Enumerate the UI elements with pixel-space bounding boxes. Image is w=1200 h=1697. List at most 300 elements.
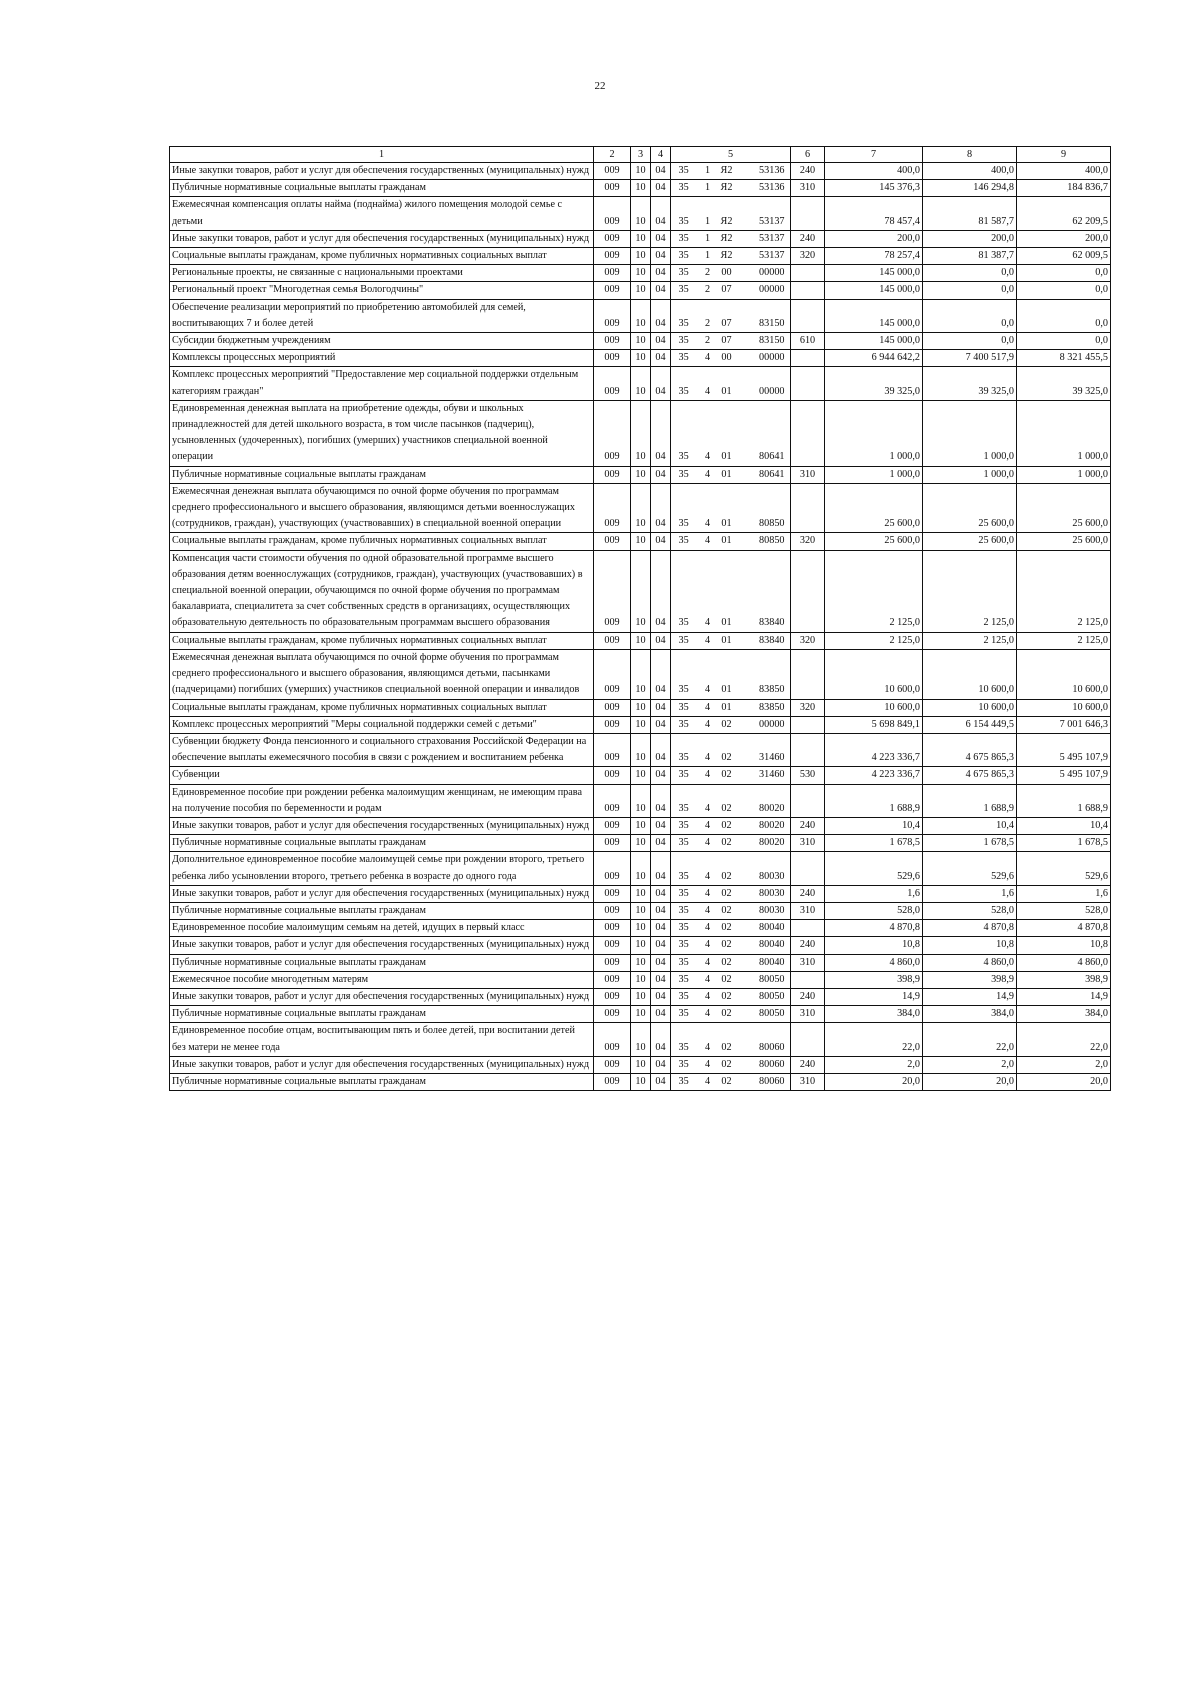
cell-target-article — [671, 299, 791, 332]
table-row — [170, 248, 1111, 265]
cell-amount-col8: 384,0 — [923, 1006, 1017, 1023]
cell-expense-type: 310 — [791, 835, 825, 852]
type-code: 4 — [704, 887, 711, 899]
row-name: Ежемесячная денежная выплата обучающимся по очной форме обучения по программам среднего профессионального и высшего образования, являющимся детьми, пасынками (падчерицами) погибших (умерших) участников специальной военной операции и инвалидов — [170, 649, 594, 699]
program-code: 35 — [678, 617, 689, 629]
cell-ministry: 009 — [594, 902, 631, 919]
direction-code: 83840 — [759, 634, 785, 646]
program-code: 35 — [678, 939, 689, 951]
cell-amount-col9: 62 209,5 — [1017, 197, 1111, 230]
cell-amount-col9: 1 000,0 — [1017, 466, 1111, 483]
row-name: Дополнительное единовременное пособие малоимущей семье при рождении второго, третьего ребенка либо усыновлении второго, третьего ребенка в возрасте до одного года — [170, 852, 594, 885]
cell-amount-col9: 8 321 455,5 — [1017, 350, 1111, 367]
cell-amount-col8: 25 600,0 — [923, 483, 1017, 533]
row-name: Иные закупки товаров, работ и услуг для обеспечения государственных (муниципальных) нужд — [170, 885, 594, 902]
type-code: 4 — [704, 870, 711, 882]
program-code: 35 — [678, 182, 689, 194]
cell-subsection: 04 — [651, 367, 671, 400]
cell-amount-col8: 1,6 — [923, 885, 1017, 902]
project-code: 02 — [721, 990, 732, 1002]
row-name: Обеспечение реализации мероприятий по приобретению автомобилей для семей, воспитывающих 7 и более детей — [170, 299, 594, 332]
cell-ministry: 009 — [594, 400, 631, 466]
cell-section: 10 — [631, 367, 651, 400]
cell-subsection: 04 — [651, 197, 671, 230]
cell-expense-type: 610 — [791, 333, 825, 350]
cell-subsection: 04 — [651, 920, 671, 937]
type-code: 4 — [704, 701, 711, 713]
cell-target-article — [671, 282, 791, 299]
row-name: Иные закупки товаров, работ и услуг для обеспечения государственных (муниципальных) нужд — [170, 163, 594, 180]
cell-section: 10 — [631, 400, 651, 466]
cell-amount-col9: 25 600,0 — [1017, 483, 1111, 533]
cell-ministry: 009 — [594, 733, 631, 766]
direction-code: 80850 — [759, 518, 785, 530]
col-header: 9 — [1017, 147, 1111, 163]
table-row — [170, 852, 1111, 885]
direction-code: 83150 — [759, 335, 785, 347]
cell-amount-col7: 145 000,0 — [825, 299, 923, 332]
cell-section: 10 — [631, 885, 651, 902]
program-code: 35 — [678, 870, 689, 882]
cell-expense-type — [791, 282, 825, 299]
cell-target-article — [671, 649, 791, 699]
type-code: 4 — [704, 468, 711, 480]
project-code: 02 — [721, 904, 732, 916]
cell-ministry: 009 — [594, 649, 631, 699]
direction-code: 80030 — [759, 887, 785, 899]
cell-section: 10 — [631, 649, 651, 699]
cell-amount-col8: 81 387,7 — [923, 248, 1017, 265]
direction-code: 80030 — [759, 870, 785, 882]
cell-expense-type: 240 — [791, 1056, 825, 1073]
table-row — [170, 1023, 1111, 1056]
cell-subsection: 04 — [651, 1023, 671, 1056]
cell-section: 10 — [631, 699, 651, 716]
cell-expense-type — [791, 400, 825, 466]
cell-subsection: 04 — [651, 248, 671, 265]
cell-section: 10 — [631, 988, 651, 1005]
direction-code: 80060 — [759, 1058, 785, 1070]
table-row — [170, 699, 1111, 716]
cell-section: 10 — [631, 466, 651, 483]
program-code: 35 — [678, 956, 689, 968]
cell-subsection: 04 — [651, 733, 671, 766]
program-code: 35 — [678, 802, 689, 814]
program-code: 35 — [678, 887, 689, 899]
cell-section: 10 — [631, 550, 651, 632]
project-code: 02 — [721, 1058, 732, 1070]
cell-section: 10 — [631, 632, 651, 649]
cell-amount-col8: 1 678,5 — [923, 835, 1017, 852]
program-code: 35 — [678, 451, 689, 463]
cell-ministry: 009 — [594, 920, 631, 937]
cell-section: 10 — [631, 180, 651, 197]
cell-subsection: 04 — [651, 350, 671, 367]
cell-target-article — [671, 163, 791, 180]
cell-amount-col8: 1 000,0 — [923, 466, 1017, 483]
row-name: Ежемесячная денежная выплата обучающимся по очной форме обучения по программам среднего профессионального и высшего образования, являющимся детьми военнослужащих (сотрудников, граждан), участвующих (участвовавших) в специальной военной операции — [170, 483, 594, 533]
project-code: 02 — [721, 939, 732, 951]
type-code: 1 — [704, 215, 711, 227]
type-code: 4 — [704, 385, 711, 397]
cell-ministry: 009 — [594, 954, 631, 971]
cell-ministry: 009 — [594, 632, 631, 649]
cell-subsection: 04 — [651, 767, 671, 784]
cell-amount-col9: 2,0 — [1017, 1056, 1111, 1073]
project-code: 01 — [721, 451, 732, 463]
cell-ministry: 009 — [594, 550, 631, 632]
cell-amount-col8: 0,0 — [923, 333, 1017, 350]
cell-amount-col7: 25 600,0 — [825, 533, 923, 550]
type-code: 4 — [704, 922, 711, 934]
cell-subsection: 04 — [651, 784, 671, 817]
row-name: Компенсация части стоимости обучения по одной образовательной программе высшего образования детям военнослужащих (сотрудников, граждан), участвующих (участвовавших) в специальной военной операции, обучающимся по очной форме обучения по программам бакалавриата, специалитета за счет собственных средств в организациях, осуществляющих образовательную деятельность по образовательным программам высшего образования — [170, 550, 594, 632]
cell-subsection: 04 — [651, 971, 671, 988]
cell-amount-col7: 400,0 — [825, 163, 923, 180]
table-row — [170, 483, 1111, 533]
cell-amount-col9: 398,9 — [1017, 971, 1111, 988]
cell-target-article — [671, 716, 791, 733]
program-code: 35 — [678, 215, 689, 227]
cell-amount-col7: 10,4 — [825, 817, 923, 834]
table-row — [170, 920, 1111, 937]
cell-subsection: 04 — [651, 299, 671, 332]
cell-section: 10 — [631, 784, 651, 817]
cell-expense-type: 240 — [791, 230, 825, 247]
cell-subsection: 04 — [651, 400, 671, 466]
cell-amount-col9: 4 860,0 — [1017, 954, 1111, 971]
project-code: 01 — [721, 634, 732, 646]
type-code: 4 — [704, 1008, 711, 1020]
row-name: Иные закупки товаров, работ и услуг для обеспечения государственных (муниципальных) нужд — [170, 230, 594, 247]
cell-amount-col7: 2 125,0 — [825, 632, 923, 649]
cell-ministry: 009 — [594, 248, 631, 265]
cell-amount-col9: 528,0 — [1017, 902, 1111, 919]
col-header: 8 — [923, 147, 1017, 163]
table-row — [170, 299, 1111, 332]
cell-amount-col9: 529,6 — [1017, 852, 1111, 885]
type-code: 4 — [704, 1075, 711, 1087]
project-code: 02 — [721, 922, 732, 934]
cell-subsection: 04 — [651, 163, 671, 180]
cell-amount-col8: 4 870,8 — [923, 920, 1017, 937]
cell-expense-type: 320 — [791, 248, 825, 265]
project-code: 02 — [721, 887, 732, 899]
type-code: 1 — [704, 165, 711, 176]
cell-amount-col8: 528,0 — [923, 902, 1017, 919]
cell-expense-type — [791, 367, 825, 400]
cell-target-article — [671, 350, 791, 367]
table-row — [170, 533, 1111, 550]
program-code: 35 — [678, 769, 689, 781]
cell-section: 10 — [631, 299, 651, 332]
cell-amount-col8: 39 325,0 — [923, 367, 1017, 400]
program-code: 35 — [678, 718, 689, 730]
type-code: 4 — [704, 837, 711, 849]
project-code: 00 — [721, 352, 732, 364]
cell-amount-col9: 10,4 — [1017, 817, 1111, 834]
col-header: 2 — [594, 147, 631, 163]
table-row — [170, 733, 1111, 766]
cell-expense-type: 240 — [791, 817, 825, 834]
type-code: 4 — [704, 904, 711, 916]
cell-amount-col9: 20,0 — [1017, 1073, 1111, 1090]
project-code: 07 — [721, 284, 732, 296]
row-name: Иные закупки товаров, работ и услуг для обеспечения государственных (муниципальных) нужд — [170, 988, 594, 1005]
row-name: Публичные нормативные социальные выплаты гражданам — [170, 1073, 594, 1090]
project-code: 02 — [721, 956, 732, 968]
cell-ministry: 009 — [594, 299, 631, 332]
budget-table — [169, 146, 1111, 1091]
cell-amount-col9: 5 495 107,9 — [1017, 733, 1111, 766]
cell-amount-col7: 2 125,0 — [825, 550, 923, 632]
cell-target-article — [671, 483, 791, 533]
direction-code: 83850 — [759, 701, 785, 713]
col-header: 4 — [651, 147, 671, 163]
cell-target-article — [671, 248, 791, 265]
program-code: 35 — [678, 284, 689, 296]
project-code: 01 — [721, 617, 732, 629]
cell-amount-col8: 10 600,0 — [923, 699, 1017, 716]
type-code: 4 — [704, 973, 711, 985]
direction-code: 00000 — [759, 284, 785, 296]
program-code: 35 — [678, 701, 689, 713]
type-code: 4 — [704, 819, 711, 831]
cell-amount-col8: 4 675 865,3 — [923, 733, 1017, 766]
row-name: Публичные нормативные социальные выплаты гражданам — [170, 1006, 594, 1023]
cell-ministry: 009 — [594, 350, 631, 367]
cell-ministry: 009 — [594, 483, 631, 533]
cell-amount-col7: 10 600,0 — [825, 649, 923, 699]
cell-amount-col7: 384,0 — [825, 1006, 923, 1023]
cell-amount-col7: 200,0 — [825, 230, 923, 247]
program-code: 35 — [678, 1075, 689, 1087]
cell-ministry: 009 — [594, 1056, 631, 1073]
type-code: 4 — [704, 990, 711, 1002]
cell-ministry: 009 — [594, 282, 631, 299]
cell-section: 10 — [631, 282, 651, 299]
cell-section: 10 — [631, 1073, 651, 1090]
direction-code: 53136 — [759, 182, 785, 194]
col-header: 1 — [170, 147, 594, 163]
direction-code: 80641 — [759, 451, 785, 463]
type-code: 4 — [704, 451, 711, 463]
project-code: Я2 — [720, 250, 733, 262]
cell-expense-type: 310 — [791, 1006, 825, 1023]
cell-amount-col8: 398,9 — [923, 971, 1017, 988]
cell-amount-col9: 5 495 107,9 — [1017, 767, 1111, 784]
cell-target-article — [671, 533, 791, 550]
cell-target-article — [671, 971, 791, 988]
cell-expense-type: 320 — [791, 699, 825, 716]
type-code: 2 — [704, 335, 711, 347]
cell-amount-col9: 384,0 — [1017, 1006, 1111, 1023]
cell-amount-col7: 10 600,0 — [825, 699, 923, 716]
project-code: 02 — [721, 718, 732, 730]
cell-target-article — [671, 400, 791, 466]
row-name: Публичные нормативные социальные выплаты гражданам — [170, 835, 594, 852]
cell-amount-col7: 1 000,0 — [825, 466, 923, 483]
cell-amount-col8: 4 860,0 — [923, 954, 1017, 971]
table-row — [170, 197, 1111, 230]
cell-target-article — [671, 784, 791, 817]
cell-target-article — [671, 852, 791, 885]
row-name: Иные закупки товаров, работ и услуг для обеспечения государственных (муниципальных) нужд — [170, 817, 594, 834]
cell-section: 10 — [631, 920, 651, 937]
cell-section: 10 — [631, 533, 651, 550]
table-row — [170, 367, 1111, 400]
table-row — [170, 466, 1111, 483]
cell-amount-col7: 145 376,3 — [825, 180, 923, 197]
project-code: Я2 — [720, 232, 733, 244]
type-code: 4 — [704, 718, 711, 730]
cell-amount-col8: 0,0 — [923, 299, 1017, 332]
direction-code: 80020 — [759, 819, 785, 831]
table-row — [170, 282, 1111, 299]
cell-amount-col9: 7 001 646,3 — [1017, 716, 1111, 733]
cell-section: 10 — [631, 954, 651, 971]
col-header: 6 — [791, 147, 825, 163]
cell-amount-col9: 184 836,7 — [1017, 180, 1111, 197]
cell-target-article — [671, 466, 791, 483]
cell-amount-col9: 22,0 — [1017, 1023, 1111, 1056]
cell-target-article — [671, 230, 791, 247]
type-code: 1 — [704, 250, 711, 262]
type-code: 4 — [704, 535, 711, 547]
cell-amount-col9: 10 600,0 — [1017, 699, 1111, 716]
cell-subsection: 04 — [651, 333, 671, 350]
cell-expense-type — [791, 784, 825, 817]
col-header: 3 — [631, 147, 651, 163]
row-name: Социальные выплаты гражданам, кроме публичных нормативных социальных выплат — [170, 533, 594, 550]
cell-amount-col9: 25 600,0 — [1017, 533, 1111, 550]
cell-target-article — [671, 550, 791, 632]
cell-subsection: 04 — [651, 533, 671, 550]
cell-amount-col9: 14,9 — [1017, 988, 1111, 1005]
cell-target-article — [671, 902, 791, 919]
cell-amount-col7: 5 698 849,1 — [825, 716, 923, 733]
cell-amount-col7: 4 870,8 — [825, 920, 923, 937]
cell-ministry: 009 — [594, 716, 631, 733]
cell-target-article — [671, 733, 791, 766]
cell-expense-type — [791, 299, 825, 332]
cell-expense-type: 310 — [791, 180, 825, 197]
type-code: 2 — [704, 317, 711, 329]
cell-amount-col9: 2 125,0 — [1017, 632, 1111, 649]
row-name: Иные закупки товаров, работ и услуг для обеспечения государственных (муниципальных) нужд — [170, 1056, 594, 1073]
program-code: 35 — [678, 250, 689, 262]
project-code: 02 — [721, 1008, 732, 1020]
cell-amount-col8: 400,0 — [923, 163, 1017, 180]
table-row — [170, 716, 1111, 733]
cell-ministry: 009 — [594, 180, 631, 197]
cell-ministry: 009 — [594, 466, 631, 483]
cell-amount-col8: 529,6 — [923, 852, 1017, 885]
cell-target-article — [671, 265, 791, 282]
type-code: 2 — [704, 267, 711, 279]
program-code: 35 — [678, 535, 689, 547]
direction-code: 00000 — [759, 718, 785, 730]
cell-subsection: 04 — [651, 550, 671, 632]
table-row — [170, 767, 1111, 784]
cell-amount-col9: 0,0 — [1017, 333, 1111, 350]
program-code: 35 — [678, 468, 689, 480]
cell-target-article — [671, 632, 791, 649]
cell-expense-type — [791, 852, 825, 885]
cell-target-article — [671, 937, 791, 954]
project-code: 02 — [721, 752, 732, 764]
cell-ministry: 009 — [594, 333, 631, 350]
row-name: Комплексы процессных мероприятий — [170, 350, 594, 367]
cell-target-article — [671, 367, 791, 400]
type-code: 4 — [704, 939, 711, 951]
cell-amount-col7: 1,6 — [825, 885, 923, 902]
project-code: 07 — [721, 335, 732, 347]
cell-ministry: 009 — [594, 988, 631, 1005]
cell-target-article — [671, 333, 791, 350]
cell-amount-col8: 2,0 — [923, 1056, 1017, 1073]
cell-expense-type — [791, 649, 825, 699]
table-row — [170, 902, 1111, 919]
cell-amount-col9: 39 325,0 — [1017, 367, 1111, 400]
cell-amount-col7: 528,0 — [825, 902, 923, 919]
cell-expense-type: 530 — [791, 767, 825, 784]
program-code: 35 — [678, 752, 689, 764]
cell-section: 10 — [631, 733, 651, 766]
table-row — [170, 835, 1111, 852]
cell-section: 10 — [631, 230, 651, 247]
cell-amount-col7: 529,6 — [825, 852, 923, 885]
program-code: 35 — [678, 267, 689, 279]
type-code: 1 — [704, 232, 711, 244]
project-code: Я2 — [720, 165, 733, 176]
program-code: 35 — [678, 634, 689, 646]
direction-code: 80850 — [759, 535, 785, 547]
cell-subsection: 04 — [651, 265, 671, 282]
cell-ministry: 009 — [594, 937, 631, 954]
type-code: 4 — [704, 956, 711, 968]
cell-expense-type — [791, 920, 825, 937]
cell-amount-col7: 145 000,0 — [825, 282, 923, 299]
row-name: Публичные нормативные социальные выплаты гражданам — [170, 466, 594, 483]
cell-ministry: 009 — [594, 1006, 631, 1023]
row-name: Субсидии бюджетным учреждениям — [170, 333, 594, 350]
cell-amount-col7: 2,0 — [825, 1056, 923, 1073]
row-name: Комплекс процессных мероприятий "Меры социальной поддержки семей с детьми" — [170, 716, 594, 733]
cell-amount-col7: 10,8 — [825, 937, 923, 954]
cell-amount-col8: 146 294,8 — [923, 180, 1017, 197]
type-code: 4 — [704, 617, 711, 629]
page-number: 22 — [594, 80, 606, 92]
direction-code: 00000 — [759, 385, 785, 397]
cell-ministry: 009 — [594, 784, 631, 817]
cell-amount-col8: 0,0 — [923, 265, 1017, 282]
direction-code: 53137 — [759, 250, 785, 262]
cell-amount-col9: 1 000,0 — [1017, 400, 1111, 466]
cell-amount-col7: 20,0 — [825, 1073, 923, 1090]
program-code: 35 — [678, 385, 689, 397]
cell-target-article — [671, 954, 791, 971]
cell-subsection: 04 — [651, 885, 671, 902]
cell-subsection: 04 — [651, 466, 671, 483]
type-code: 4 — [704, 634, 711, 646]
direction-code: 80050 — [759, 990, 785, 1002]
cell-amount-col8: 25 600,0 — [923, 533, 1017, 550]
project-code: 02 — [721, 769, 732, 781]
project-code: 01 — [721, 684, 732, 696]
table-row — [170, 817, 1111, 834]
cell-amount-col8: 81 587,7 — [923, 197, 1017, 230]
